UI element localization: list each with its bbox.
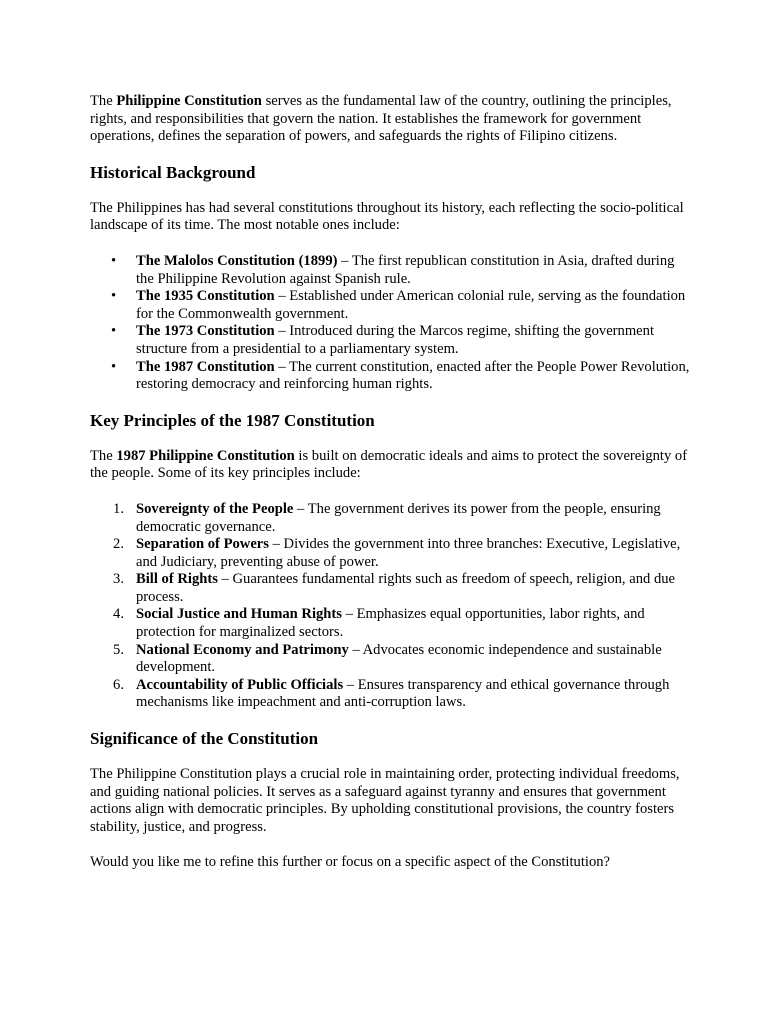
list-number: 4. (113, 606, 124, 623)
constitutions-list (90, 253, 690, 394)
list-number: 2. (113, 536, 124, 553)
list-item: 5. National Economy and Patrimony – Advocates economic independence and sustainable development. (90, 642, 690, 677)
list-item: • The 1935 Constitution – Established under American colonial rule, serving as the foundation for the Commonwealth government. (111, 288, 686, 322)
bullet-icon: • (111, 252, 117, 269)
historical-paragraph: The Philippines has had several constitutions throughout its history, each reflecting the socio-political landscape of its time. The most notable ones include: (90, 199, 684, 234)
list-item: • The 1987 Constitution – The current constitution, enacted after the People Power Revolution, restoring democracy and reinforcing human rights. (111, 358, 690, 393)
intro-bold: Philippine Constitution (116, 93, 262, 109)
list-item: 1. Sovereignty of the People – The government derives its power from the people, ensuring democratic governance. (90, 501, 690, 536)
principles-paragraph: The 1987 Philippine Constitution is built on democratic ideals and aims to protect the sovereignty of the people. Some of its key principles include: (90, 447, 688, 482)
significance-paragraph: The Philippine Constitution plays a crucial role in maintaining order, protecting individual freedoms, and guiding national policies. It serves as a safeguard against tyranny and ensures that government actions align with democratic principles. By upholding constitutional provisions, the country fosters stability, justice, and progress. (90, 766, 680, 835)
bullet-icon: • (111, 323, 117, 340)
list-item: 2. Separation of Powers – Divides the government into three branches: Executive, Legislative, and Judiciary, preventing abuse of power. (90, 536, 690, 571)
principles-list (90, 501, 690, 712)
list-number: 1. (113, 500, 124, 517)
list-item: • The 1973 Constitution – Introduced during the Marcos regime, shifting the government structure from a presidential to a parliamentary system. (111, 323, 655, 357)
list-number: 6. (113, 676, 124, 693)
closing-question: Would you like me to refine this further or focus on a specific aspect of the Constitution? (90, 854, 611, 871)
historical-heading: Historical Background (90, 162, 256, 182)
intro-paragraph: The Philippine Constitution serves as the fundamental law of the country, outlining the principles, rights, and responsibilities that govern the nation. It establishes the framework for government operations, defines the separation of powers, and safeguards the rights of Filipino citizens. (90, 93, 672, 145)
list-item: • The Malolos Constitution (1899) – The first republican constitution in Asia, drafted during the Philippine Revolution against Spanish rule. (111, 252, 675, 287)
principles-heading: Key Principles of the 1987 Constitution (90, 410, 375, 430)
bullet-icon: • (111, 288, 117, 305)
list-item: 3. Bill of Rights – Guarantees fundamental rights such as freedom of speech, religion, and due process. (90, 571, 690, 606)
list-number: 5. (113, 641, 124, 658)
list-number: 3. (113, 571, 124, 588)
significance-heading: Significance of the Constitution (90, 729, 319, 749)
document-body (90, 93, 690, 872)
list-item: 4. Social Justice and Human Rights – Emphasizes equal opportunities, labor rights, and protection for marginalized sectors. (90, 606, 690, 641)
bullet-icon: • (111, 358, 117, 375)
list-item: 6. Accountability of Public Officials – Ensures transparency and ethical governance through mechanisms like impeachment and anti-corruption laws. (90, 677, 690, 712)
